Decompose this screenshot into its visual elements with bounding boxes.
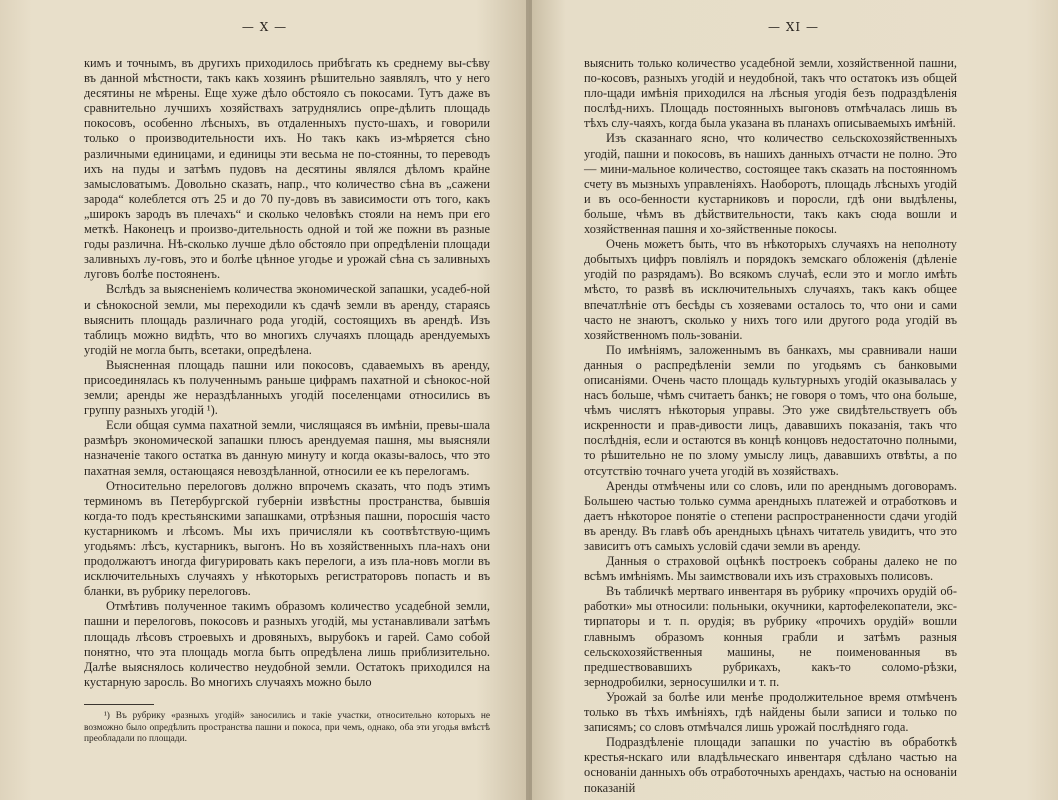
paragraph: Подраздѣленіе площади запашки по участію въ обработкѣ крестья-нскаго или владѣльческаго инвентаря сдѣлано частью на основаніи данныхъ объ отработочныхъ арендахъ, частью на основаніи показаній bbox=[584, 735, 957, 795]
paragraph: Урожай за болѣе или менѣе продолжительное время отмѣченъ только въ тѣхъ имѣніяхъ, гдѣ найдены были записи и только по записямъ; со словъ отмѣчался лишь урожай послѣдняго года. bbox=[584, 689, 957, 735]
footnote-divider bbox=[84, 704, 154, 705]
paragraph: Если общая сумма пахатной земли, числящаяся въ имѣніи, превы-шала размѣръ экономической запашки плюсъ арендуемая пашня, мы выясняли назначеніе такого остатка въ данную минуту и когда оказы-валось, что это пахатная земля, остающаяся невоздѣланной, относили ее къ перелогамъ. bbox=[84, 418, 490, 478]
paragraph: выяснить только количество усадебной земли, хозяйственной пашни, по-косовъ, разныхъ угодій и неудобной, такъ что остатокъ изъ общей пло-щади имѣнія приходился на лѣсныя угодія безъ подраздѣленія послѣд-нихъ. Площадь постоянныхъ выгоновъ отмѣчалась лишь въ тѣхъ слу-чаяхъ, когда была указана въ планахъ описываемыхъ имѣній. bbox=[584, 56, 957, 131]
paragraph: Относительно перелоговъ должно впрочемъ сказать, что подъ этимъ терминомъ въ Петербургской губерніи извѣстны пространства, бывшія когда-то подъ крестьянскими запашками, отрѣзныя пашни, поросшія часто кустарникомъ и лѣсомъ. Мы ихъ причисляли къ соотвѣтствую-щимъ угодьямъ: лѣсъ, кустарникъ, выгонъ. Но въ хозяйственныхъ пла-нахъ они продолжаютъ иногда фигурировать какъ перелоги, а изъ пла-новъ могли въ исключительныхъ случаяхъ у нѣкоторыхъ регистраторовъ попасть и въ бланки, въ рубрику перелоговъ. bbox=[84, 478, 490, 599]
paragraph: По имѣніямъ, заложеннымъ въ банкахъ, мы сравнивали наши данныя о распредѣленіи земли по угодьямъ съ банковыми описаніями. Очень часто площадь культурныхъ угодій оказывалась у насъ больше, чѣмъ считаетъ банкъ; не говоря о томъ, что она больше, чѣмъ числятъ нѣкоторыя управы. Это уже свидѣтельствуетъ объ искренности и прав-дивости лицъ, дававшихъ показанія, такъ что послѣднія, если и остаются въ концѣ концовъ недостаточно полными, то рѣшительно не по злому умыслу лицъ, дававшихъ отвѣты, а по отсутствію точнаго учета угодій въ хозяйствахъ. bbox=[584, 342, 957, 478]
page-number-right: — XI — bbox=[768, 20, 819, 34]
footnote: ¹) Въ рубрику «разныхъ угодій» заносились и такіе участки, относительно которыхъ не возможно было опредѣлить пространства пашни и покоса, при чемъ, однако, оба эти угодья вмѣстѣ преобладали по площади. bbox=[84, 711, 490, 744]
paragraph: кимъ и точнымъ, въ другихъ приходилось прибѣгать къ среднему вы-сѣву въ данной мѣстности, такъ какъ хозяинъ рѣшительно заявлялъ, что у него десятины не мѣрены. Еще хуже дѣло обстояло съ покосами. Тутъ даже въ сравнительно лучшихъ хозяйствахъ затруднялись опре-дѣлить площадь покосовъ, особенно лѣсныхъ, въ отдаленныхъ пусто-шахъ, и говорили только о производительности ихъ. Но такъ какъ из-мѣряется сѣно различными единицами, и единицы эти весьма не по-стоянны, то переводъ ихъ на пуды и затѣмъ пудовъ на десятины являлся дѣломъ крайне замысловатымъ. Довольно сказать, напр., что количество сѣна въ „сажени зарода“ колеблется отъ 25 и до 70 пу-довъ въ зависимости отъ того, какъ „широкъ зародъ въ плечахъ“ и сколько человѣкъ стояли на немъ при его меткѣ. Наконецъ и произво-дительность одной и той же пожни въ разные годы различна. Нѣ-сколько лучше дѣло обстояло при опредѣленіи площади заливныхъ лу-говъ, это и болѣе цѣнное угодье и урожай сѣна съ заливныхъ луговъ болѣе постояненъ. bbox=[84, 56, 490, 282]
paragraph: Данныя о страховой оцѣнкѣ построекъ собраны далеко не по всѣмъ имѣніямъ. Мы заимствовали ихъ изъ страховыхъ полисовъ. bbox=[584, 554, 957, 584]
paragraph: Изъ сказаннаго ясно, что количество сельскохозяйственныхъ угодій, пашни и покосовъ, въ нашихъ данныхъ отчасти не полно. Это — мини-мальное количество, состоящее такъ сказать на постоянномъ счету въ мызныхъ управленіяхъ. Наоборотъ, площадь лѣсныхъ угодій и въ осо-бенности кустарниковъ и поросли, гдѣ они выдѣлены, больше, чѣмъ въ дѣйствительности, такъ какъ сюда вошли и хозяйственная пашня и хо-зяйственные покосы. bbox=[584, 131, 957, 237]
book-gutter bbox=[526, 0, 532, 800]
paragraph: Очень можетъ быть, что въ нѣкоторыхъ случаяхъ на неполноту добытыхъ цифръ повліялъ и порядокъ земскаго обложенія (дѣленіе угодій по разрядамъ). Во всякомъ случаѣ, если это и могло имѣть мѣсто, то развѣ въ исключительныхъ случаяхъ, такъ какъ общее впечатлѣніе отъ бесѣды съ хозяевами осталось то, что они и сами часто не знаютъ, сколько у нихъ того или другого рода угодій въ хозяйственномъ поль-зованіи. bbox=[584, 237, 957, 342]
paragraph: Въ табличкѣ мертваго инвентаря въ рубрику «прочихъ орудій об-работки» мы относили: польныки, окучники, картофелекопатели, экс-тирпаторы и т. п. орудія; въ рубрику «прочихъ орудій» вошли главнымъ образомъ конныя грабли и затѣмъ разныя сельскохозяйственныя машины, не поименованныя въ предшествовавшихъ рубрикахъ, какъ-то соломо-рѣзки, зернодробилки, зерносушилки и т. п. bbox=[584, 584, 957, 689]
paragraph: Аренды отмѣчены или со словъ, или по аренднымъ договорамъ. Большею частью только сумма арендныхъ платежей и отработковъ и даетъ нѣкоторое понятіе о степени распространенности сдачи угодій въ аренду. Въ главѣ объ арендныхъ цѣнахъ читатель увидитъ, что это зависитъ отъ самыхъ условій сдачи земли въ аренду. bbox=[584, 478, 957, 553]
right-page bbox=[529, 0, 1058, 800]
right-page-body bbox=[584, 56, 957, 796]
paragraph: Отмѣтивъ полученное такимъ образомъ количество усадебной земли, пашни и перелоговъ, покосовъ и разныхъ угодій, мы устанавливали затѣмъ площадь лѣсовъ строевыхъ и дровяныхъ, вырубокъ и гарей. Само собой понятно, что эта площадь могла быть опредѣлена лишь приблизительно. Далѣе выяснялось количество неудобной земли. Остатокъ приходился на кустарную заросль. Во многихъ случаяхъ можно было bbox=[84, 599, 490, 689]
left-page-body bbox=[84, 56, 490, 690]
paragraph: Выясненная площадь пашни или покосовъ, сдаваемыхъ въ аренду, присоединялась къ полученнымъ раньше цифрамъ пахатной и сѣнокос-ной земли; аренды же нераздѣланныхъ угодій поселенцами относились въ группу разныхъ угодій ¹). bbox=[84, 357, 490, 418]
paragraph: Вслѣдъ за выясненіемъ количества экономической запашки, усадеб-ной и сѣнокосной земли, мы переходили къ сдачѣ земли въ аренду, стараясь выяснить площадь различнаго рода угодій, состоящихъ въ арендѣ. Изъ таблицъ можно видѣть, что во многихъ случаяхъ площадь арендуемыхъ угодій не могла быть, всетаки, опредѣлена. bbox=[84, 282, 490, 357]
page-number-left: — X — bbox=[241, 20, 288, 34]
